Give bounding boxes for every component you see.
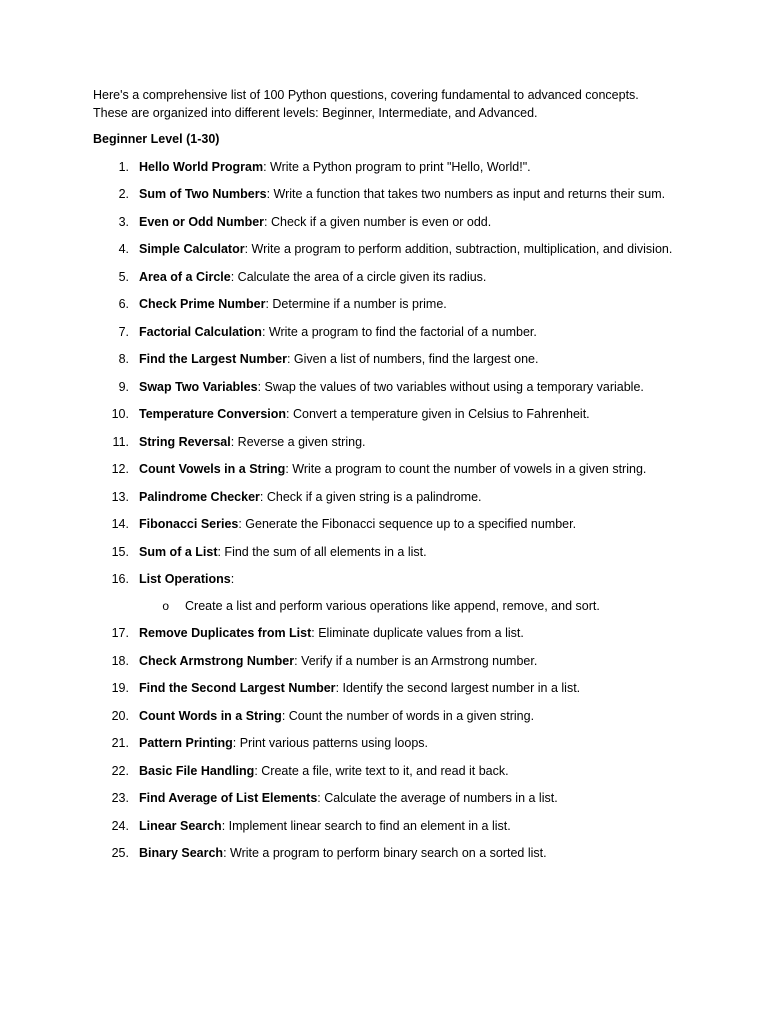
question-title: Temperature Conversion xyxy=(139,407,287,421)
list-item xyxy=(93,269,673,287)
list-item-number: 4. xyxy=(118,242,129,256)
list-item-number: 18. xyxy=(111,653,129,668)
question-description: : Count the number of words in a given string. xyxy=(281,708,535,723)
list-item-number: 13. xyxy=(111,489,129,504)
question-description: : Implement linear search to find an element in a list. xyxy=(221,818,511,833)
hollow-bullet-icon: o xyxy=(162,598,169,613)
list-item xyxy=(93,324,673,342)
question-description: : xyxy=(230,572,235,586)
question-description: : Check if a given string is a palindrome. xyxy=(259,489,482,504)
question-title: List Operations xyxy=(139,572,231,586)
list-item-body xyxy=(139,324,673,342)
list-item xyxy=(93,434,673,452)
list-item-body xyxy=(139,516,673,534)
list-item-number: 7. xyxy=(118,324,129,339)
list-item xyxy=(93,653,673,671)
list-item-body xyxy=(139,818,673,836)
question-title: Sum of Two Numbers xyxy=(139,187,267,201)
question-title: Count Vowels in a String xyxy=(139,462,286,476)
list-item-body xyxy=(139,653,673,671)
list-item-body xyxy=(139,351,673,369)
question-description: : Eliminate duplicate values from a list. xyxy=(311,626,524,640)
list-item xyxy=(93,790,673,808)
list-item-number: 6. xyxy=(118,297,129,311)
list-item-number: 9. xyxy=(118,379,129,394)
list-item xyxy=(93,845,673,863)
list-item xyxy=(93,461,673,479)
list-item-number: 10. xyxy=(111,407,129,421)
list-item xyxy=(93,680,673,698)
question-title: String Reversal xyxy=(139,434,231,449)
list-item-number: 2. xyxy=(118,187,129,201)
question-title: Simple Calculator xyxy=(139,242,245,256)
list-item-body xyxy=(139,186,673,204)
question-description: : Calculate the area of a circle given its radius. xyxy=(230,269,487,284)
list-item-body xyxy=(139,296,673,314)
question-description: : Find the sum of all elements in a list. xyxy=(217,544,427,559)
question-description: : Generate the Fibonacci sequence up to a specified number. xyxy=(238,517,577,531)
list-item-number: 14. xyxy=(111,517,129,531)
document-page xyxy=(93,87,673,873)
question-title: Pattern Printing xyxy=(139,736,233,750)
list-item-body xyxy=(139,680,673,698)
list-item-body xyxy=(139,241,673,259)
list-item-number: 1. xyxy=(118,159,129,174)
question-description: : Swap the values of two variables without using a temporary variable. xyxy=(257,379,644,394)
question-title: Remove Duplicates from List xyxy=(139,626,312,640)
list-item-number: 24. xyxy=(111,818,129,833)
list-item-number: 15. xyxy=(111,544,129,559)
list-item-body xyxy=(139,790,673,808)
list-item-body xyxy=(139,406,673,424)
list-item-number: 12. xyxy=(111,462,129,476)
question-title: Palindrome Checker xyxy=(139,489,260,504)
question-title: Binary Search xyxy=(139,846,224,860)
list-item-body xyxy=(139,625,673,643)
list-item-number: 20. xyxy=(111,708,129,723)
list-item xyxy=(93,406,673,424)
question-title: Sum of a List xyxy=(139,544,218,559)
list-item-number: 19. xyxy=(111,681,129,695)
list-item-body xyxy=(139,571,673,615)
question-description: : Determine if a number is prime. xyxy=(265,297,447,311)
question-description: : Check if a given number is even or odd. xyxy=(264,214,492,229)
question-description: : Write a program to perform binary search on a sorted list. xyxy=(223,846,547,860)
question-title: Count Words in a String xyxy=(139,708,282,723)
list-item-number: 3. xyxy=(118,214,129,229)
level-heading: Beginner Level (1-30) xyxy=(93,132,220,146)
list-item-body xyxy=(139,461,673,479)
list-item-body xyxy=(139,379,673,397)
list-item xyxy=(93,544,673,562)
question-title: Find Average of List Elements xyxy=(139,791,318,805)
question-title: Swap Two Variables xyxy=(139,379,258,394)
question-title: Find the Second Largest Number xyxy=(139,681,336,695)
question-description: : Given a list of numbers, find the largest one. xyxy=(286,352,539,366)
list-item xyxy=(93,625,673,643)
sub-list-item-text: Create a list and perform various operations like append, remove, and sort. xyxy=(185,598,600,613)
list-item-number: 8. xyxy=(118,352,129,366)
list-item-body xyxy=(139,434,673,452)
list-item-number: 17. xyxy=(111,626,129,640)
list-item-number: 5. xyxy=(118,269,129,284)
list-item-body xyxy=(139,763,673,781)
question-description: : Print various patterns using loops. xyxy=(232,736,429,750)
question-title: Check Prime Number xyxy=(139,297,266,311)
question-title: Area of a Circle xyxy=(139,269,231,284)
question-title: Factorial Calculation xyxy=(139,324,262,339)
list-item xyxy=(93,516,673,534)
list-item-body xyxy=(139,845,673,863)
question-description: : Write a program to perform addition, subtraction, multiplication, and division. xyxy=(244,242,673,256)
list-item xyxy=(93,379,673,397)
question-title: Find the Largest Number xyxy=(139,352,287,366)
list-item-number: 23. xyxy=(111,791,129,805)
list-item-body xyxy=(139,159,673,177)
list-item-body xyxy=(139,735,673,753)
list-item xyxy=(93,214,673,232)
question-description: : Create a file, write text to it, and read it back. xyxy=(254,763,509,778)
question-title: Basic File Handling xyxy=(139,763,255,778)
question-list xyxy=(93,159,673,863)
list-item-number: 25. xyxy=(111,846,129,860)
question-description: : Write a program to count the number of vowels in a given string. xyxy=(285,462,647,476)
question-title: Hello World Program xyxy=(139,159,264,174)
list-item xyxy=(93,241,673,259)
list-item-body xyxy=(139,269,673,287)
list-item-body xyxy=(139,214,673,232)
question-title: Even or Odd Number xyxy=(139,214,265,229)
list-item xyxy=(93,296,673,314)
question-description: : Calculate the average of numbers in a list. xyxy=(317,791,558,805)
list-item-number: 16. xyxy=(111,572,129,586)
list-item xyxy=(93,571,673,615)
question-description: : Convert a temperature given in Celsius to Fahrenheit. xyxy=(286,407,590,421)
question-description: : Identify the second largest number in a list. xyxy=(335,681,581,695)
list-item xyxy=(93,489,673,507)
question-description: : Verify if a number is an Armstrong number. xyxy=(294,653,538,668)
question-title: Linear Search xyxy=(139,818,222,833)
list-item xyxy=(93,708,673,726)
question-description: : Write a program to find the factorial of a number. xyxy=(261,324,537,339)
list-item xyxy=(93,159,673,177)
list-item xyxy=(93,735,673,753)
list-item-number: 11. xyxy=(112,434,129,449)
list-item-number: 22. xyxy=(111,763,129,778)
sub-list-item xyxy=(139,598,673,616)
list-item xyxy=(93,186,673,204)
question-description: : Write a function that takes two numbers as input and returns their sum. xyxy=(266,187,666,201)
list-item-body xyxy=(139,544,673,562)
list-item xyxy=(93,818,673,836)
question-title: Check Armstrong Number xyxy=(139,653,295,668)
sub-list xyxy=(139,598,673,616)
list-item-body xyxy=(139,489,673,507)
question-title: Fibonacci Series xyxy=(139,517,239,531)
question-description: : Reverse a given string. xyxy=(230,434,366,449)
intro-paragraph: Here's a comprehensive list of 100 Python questions, covering fundamental to advanced concepts. These are organized into different levels: Beginner, Intermediate, and Advanced. xyxy=(93,88,639,120)
list-item xyxy=(93,763,673,781)
list-item xyxy=(93,351,673,369)
list-item-number: 21. xyxy=(111,736,129,750)
list-item-body xyxy=(139,708,673,726)
question-description: : Write a Python program to print "Hello, World!". xyxy=(263,159,531,174)
